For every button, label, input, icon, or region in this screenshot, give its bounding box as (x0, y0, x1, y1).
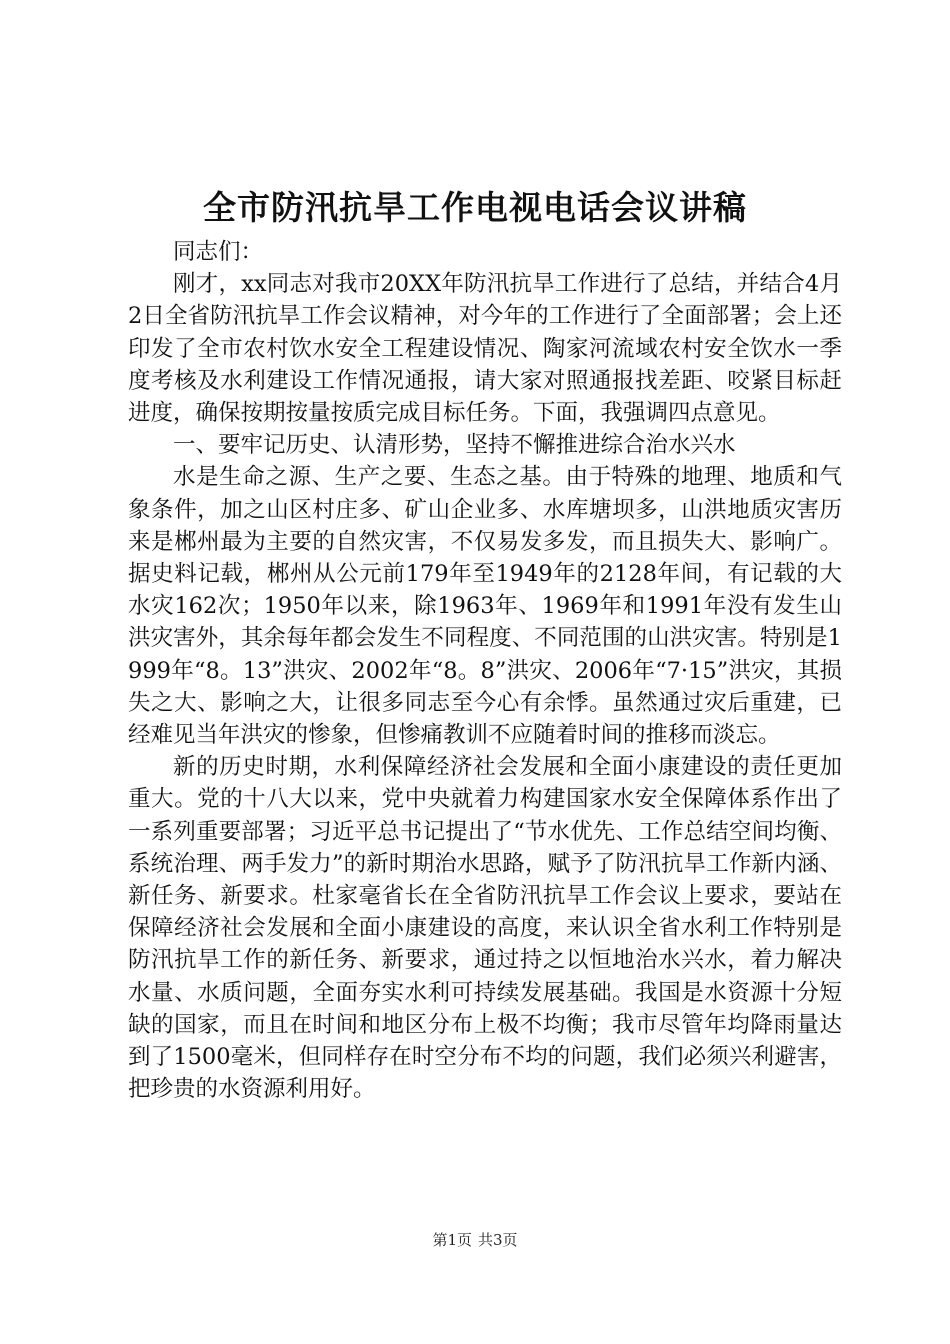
body-paragraph: 新的历史时期，水利保障经济社会发展和全面小康建设的责任更加重大。党的十八大以来，党中央就着力构建国家水安全保障体系作出了一系列重要部署；习近平总书记提出了“节水优先、工作总结空间均衡、系统治理、两手发力”的新时期治水思路，赋予了防汛抗旱工作新内涵、新任务、新要求。杜家毫省长在全省防汛抗旱工作会议上要求，要站在保障经济社会发展和全面小康建设的高度，来认识全省水利工作特别是防汛抗旱工作的新任务、新要求，通过持之以恒地治水兴水，着力解决水量、水质问题，全面夯实水利可持续发展基础。我国是水资源十分短缺的国家，而且在时间和地区分布上极不均衡；我市尽管年均降雨量达到了1500毫米，但同样存在时空分布不均的问题，我们必须兴利避害，把珍贵的水资源利用好。 (128, 754, 842, 1103)
page-footer (0, 1230, 950, 1250)
salutation-paragraph: 同志们： (173, 239, 264, 265)
document-body (128, 236, 842, 1105)
body-paragraph: 水是生命之源、生产之要、生态之基。由于特殊的地理、地质和气象条件，加之山区村庄多、矿山企业多、水库塘坝多，山洪地质灾害历来是郴州最为主要的自然灾害，不仅易发多发，而且损失大、影响广。据史料记载，郴州从公元前179年至1949年的2128年间，有记载的大水灾162次；1950年以来，除1963年、1969年和1991年没有发生山洪灾害外，其余每年都会发生不同程度、不同范围的山洪灾害。特别是1999年“8。13”洪灾、2002年“8。8”洪灾、2006年“7·15”洪灾，其损失之大、影响之大，让很多同志至今心有余悸。虽然通过灾后重建，已经难见当年洪灾的惨象，但惨痛教训不应随着时间的推移而淡忘。 (128, 464, 842, 749)
page-number: 第1页 (432, 1231, 472, 1249)
document-title: 全市防汛抗旱工作电视电话会议讲稿 (203, 188, 747, 227)
intro-paragraph: 刚才，xx同志对我市20XX年防汛抗旱工作进行了总结，并结合4月2日全省防汛抗旱工作会议精神，对今年的工作进行了全面部署；会上还印发了全市农村饮水安全工程建设情况、陶家河流域农村安全饮水一季度考核及水利建设工作情况通报，请大家对照通报找差距、咬紧目标赶进度，确保按期按量按质完成目标任务。下面，我强调四点意见。 (128, 271, 842, 427)
page-total: 共3页 (478, 1231, 518, 1249)
section-heading: 一、要牢记历史、认清形势，坚持不懈推进综合治水兴水 (173, 432, 736, 459)
